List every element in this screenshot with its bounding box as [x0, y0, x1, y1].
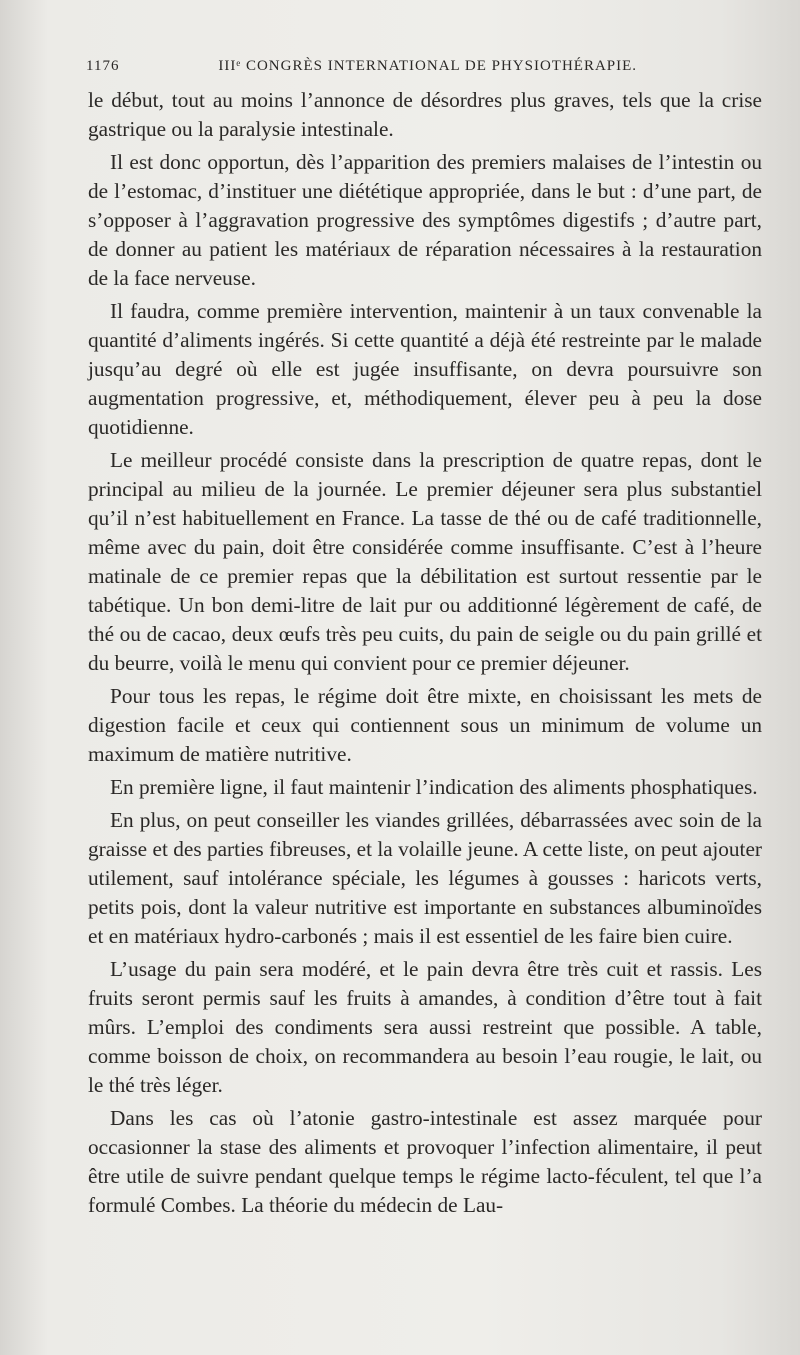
paragraph: Le meilleur procédé consiste dans la prescription de quatre repas, dont le principal au milieu de la journée. Le premier déjeuner sera plus substantiel qu’il n’est habituellement en France. La tasse de thé ou de café traditionnelle, même avec du pain, doit être considérée comme insuffisante. C’est à l’heure matinale de ce premier repas que la débilitation est surtout ressentie par le tabétique. Un bon demi-litre de lait pur ou additionné légèrement de café, de thé ou de cacao, deux œufs très peu cuits, du pain de seigle ou du pain grillé et du beurre, voilà le menu qui convient pour ce premier déjeuner. [88, 448, 762, 675]
page-number: 1176 [86, 58, 120, 74]
paragraph: Dans les cas où l’atonie gastro-intestinale est assez marquée pour occasionner la stase des aliments et provoquer l’infection alimentaire, il peut être utile de suivre pendant quelque temps le régime lacto-féculent, tel que l’a formulé Combes. La théorie du médecin de Lau- [88, 1106, 762, 1217]
paragraph: Il faudra, comme première intervention, maintenir à un taux convenable la quantité d’aliments ingérés. Si cette quantité a déjà été restreinte par le malade jusqu’au degré où elle est jugée insuffisante, on devra poursuivre son augmentation progressive, et, méthodiquement, élever peu à peu la dose quotidienne. [88, 299, 762, 439]
page-header [86, 58, 756, 75]
paragraph: L’usage du pain sera modéré, et le pain devra être très cuit et rassis. Les fruits seront permis sauf les fruits à amandes, à condition d’être tout à fait mûrs. L’emploi des condiments sera aussi restreint que possible. A table, comme boisson de choix, on recommandera au besoin l’eau rougie, le lait, ou le thé très léger. [88, 957, 762, 1097]
running-title: IIIᵉ CONGRÈS INTERNATIONAL DE PHYSIOTHÉRAPIE. [218, 58, 638, 74]
paragraph: Pour tous les repas, le régime doit être mixte, en choisissant les mets de digestion facile et ceux qui contiennent sous un minimum de volume un maximum de matière nutritive. [88, 684, 762, 766]
paragraph: En première ligne, il faut maintenir l’indication des aliments phosphatiques. [110, 775, 758, 799]
paragraph: Il est donc opportun, dès l’apparition des premiers malaises de l’intestin ou de l’estomac, d’instituer une diététique appropriée, dans le but : d’une part, de s’opposer à l’aggravation progressive des symptômes digestifs ; d’autre part, de donner au patient les matériaux de réparation nécessaires à la restauration de la face nerveuse. [88, 150, 762, 290]
paragraph: En plus, on peut conseiller les viandes grillées, débarrassées avec soin de la graisse et des parties fibreuses, et la volaille jeune. A cette liste, on peut ajouter utilement, sauf intolérance spéciale, les légumes à gousses : haricots verts, petits pois, dont la valeur nutritive est importante en substances albuminoïdes et en matériaux hydro-carbonés ; mais il est essentiel de les faire bien cuire. [88, 808, 762, 948]
body-text [88, 86, 762, 1224]
paragraph: le début, tout au moins l’annonce de désordres plus graves, tels que la crise gastrique ou la paralysie intestinale. [88, 88, 762, 141]
